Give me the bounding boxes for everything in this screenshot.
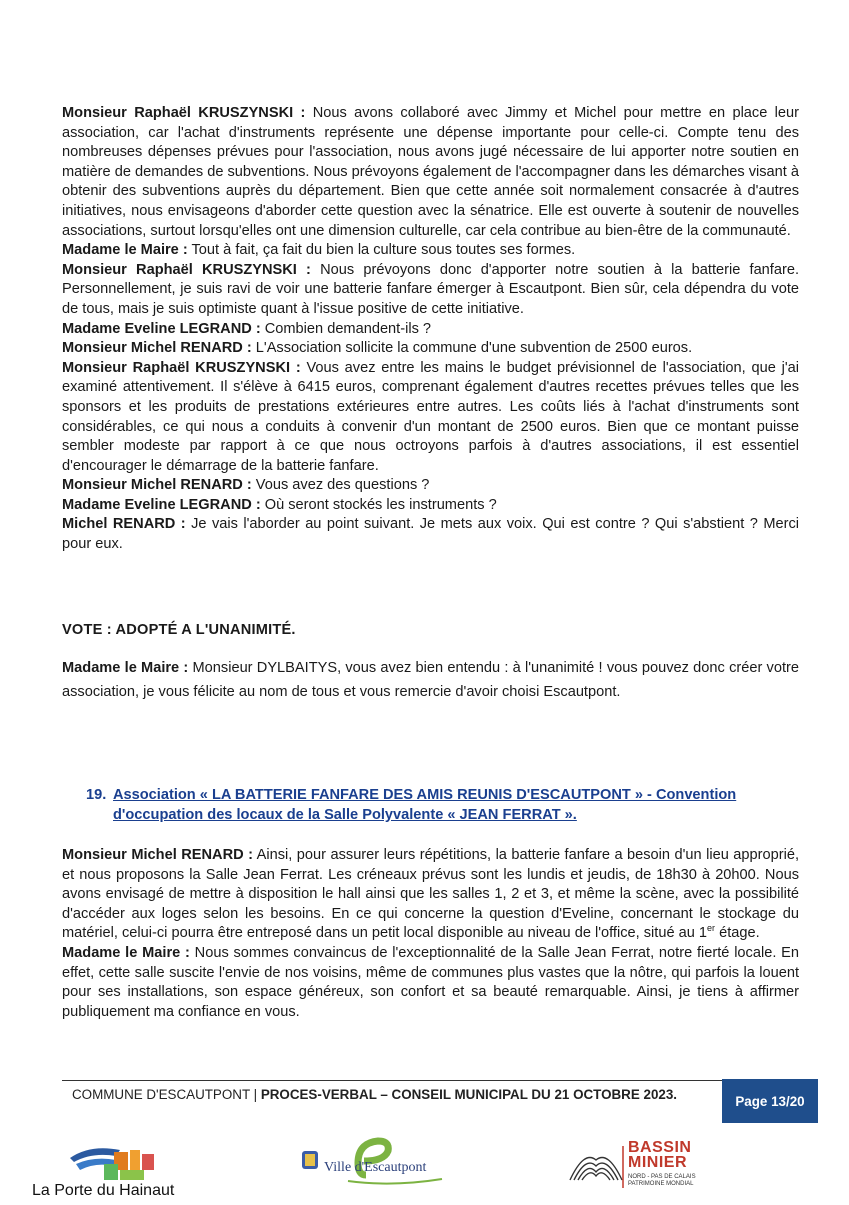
speaker-name: Monsieur Raphaël KRUSZYNSKI : [62,105,306,121]
speech-text: Tout à fait, ça fait du bien la culture sous toutes ses formes. [187,242,576,259]
paragraph [62,515,799,554]
section-number: 19. [86,787,107,803]
page-number-badge: Page 13/20 [722,1079,818,1123]
section-title-line1: Association « LA BATTERIE FANFARE DES AMIS REUNIS D'ESCAUTPONT » - Convention [113,787,737,803]
speaker-name: Madame Eveline LEGRAND : [62,320,261,337]
hainaut-logo-text: La Porte du Hainaut [32,1182,175,1199]
bassin-logo-title [628,1140,691,1170]
footer-divider [62,1080,722,1081]
speech-text: Vous avez des questions ? [251,477,430,494]
paragraph [62,320,799,340]
bassin-minier-emblem-icon [568,1140,624,1190]
footer-commune: COMMUNE D'ESCAUTPONT | [72,1087,261,1102]
paragraph [62,339,799,359]
speaker-name: Monsieur Michel RENARD : [62,340,252,357]
ville-escautpont-logo [292,1135,452,1200]
footer-title [72,1087,677,1102]
speech-text: Vous avez entre les mains le budget prévisionnel de l'association, que j'ai examiné attentivement. Il s'élève à 6415 euros, comprenant également d'autres recettes prévues telles que les sponsors et les produits de prestations extérieures entre autres. Les coûts liés à l'achat d'instruments sont considérables, ce qui nous a conduits à convenir d'un montant de 2500 euros. Bien que ce montant puisse sembler modeste par rapport à ce que nous octroyons parfois à d'autres associations, il est essentiel d'encourager le démarrage de la batterie fanfare. [62,359,799,474]
speech-text-tail: étage. [715,925,760,942]
closing-paragraph [62,656,799,704]
ordinal-superscript: er [707,923,716,934]
paragraph [62,944,799,1022]
speech-text: Monsieur DYLBAITYS, vous avez bien entendu : à l'unanimité ! vous pouvez donc créer votre association, je vous félicite au nom de tous et vous remercie d'avoir choisi Escautpont. [62,660,799,700]
bassin-logo-subtitle [628,1174,696,1188]
speech-text: Combien demandent-ils ? [260,320,432,337]
speech-text: Ainsi, pour assurer leurs répétitions, la batterie fanfare a besoin d'un lieu approprié, et nous proposons la Salle Jean Ferrat. Les créneaux prévus sont les lundis et jeudis, de 18h30 à 20h00. Nous avons envisagé de mettre à disposition le hall ainsi que les salles 1, 2 et 3, et même la scène, avec la possibilité d'accéder aux loges selon les besoins. En ce qui concerne la question d'Eveline, concernant le stockage du matériel, celui-ci pourra être entreposé dans un petit local disponible au niveau de l'office, situé au 1 [62,847,800,942]
section-body [62,846,799,1022]
paragraph [62,261,799,320]
paragraph [62,359,799,477]
footer-document-title: PROCES-VERBAL – CONSEIL MUNICIPAL DU 21 OCTOBRE 2023. [260,1087,678,1102]
speaker-name: Madame le Maire : [62,660,189,676]
paragraph [62,496,799,516]
section-title-line2: d'occupation des locaux de la Salle Polyvalente « JEAN FERRAT ». [113,807,577,823]
speaker-name: Madame le Maire : [62,242,188,259]
speaker-name: Michel RENARD : [62,516,186,533]
paragraph [62,846,799,944]
bassin-logo-line1: BASSIN [628,1139,692,1156]
speech-text: Je vais l'aborder au point suivant. Je mets aux voix. Qui est contre ? Qui s'abstient ? Merci pour eux. [62,516,799,553]
speaker-name: Monsieur Michel RENARD : [62,847,253,863]
bassin-logo-sub2: PATRIMOINE MONDIAL [628,1181,694,1187]
speaker-name: Madame le Maire : [62,944,190,961]
speaker-name: Monsieur Raphaël KRUSZYNSKI : [62,359,301,376]
section-heading [86,785,798,825]
speaker-name: Monsieur Michel RENARD : [62,477,252,494]
escautpont-logo-text: Ville d'Escautpont [324,1160,427,1175]
speech-text: Nous sommes convaincus de l'exceptionnalité de la Salle Jean Ferrat, notre fierté locale. En effet, cette salle suscite l'envie de nos voisins, même de communes plus vastes que la nôtre, qui parfois la louent pour ses installations, son espace généreux, son confort et sa beauté remarquable. Ainsi, je tiens à affirmer publiquement ma confiance en vous. [62,944,800,1020]
vote-result: VOTE : ADOPTÉ A L'UNANIMITÉ. [62,622,296,638]
paragraph [62,241,799,261]
bassin-logo-line2: MINIER [628,1154,687,1171]
speech-text: Nous avons collaboré avec Jimmy et Michel pour mettre en place leur association, car l'achat d'instruments représente une dépense importante pour celle-ci. Compte tenu des nombreuses dépenses prévues pour l'association, nous avons jugé nécessaire de lui apporter notre soutien en matière de demandes de subventions. Nous prévoyons également de l'accompagner dans les démarches visant à obtenir des subventions auprès du département. Bien que cette année soit normalement consacrée à d'autres initiatives, nous envisageons d'aborder cette question avec la sénatrice. Elle est ouverte à soutenir de nouvelles associations, surtout lorsqu'elles ont une dimension culturelle, car cela contribue au bien-être de la communauté. [62,105,800,239]
paragraph [62,476,799,496]
speech-text: L'Association sollicite la commune d'une subvention de 2500 euros. [251,340,693,357]
bassin-minier-logo [568,1140,708,1200]
speaker-name: Monsieur Raphaël KRUSZYNSKI : [62,261,311,278]
porte-du-hainaut-logo [30,1140,210,1200]
minutes-body [62,104,799,555]
speaker-name: Madame Eveline LEGRAND : [62,496,261,513]
speech-text: Nous prévoyons donc d'apporter notre soutien à la batterie fanfare. Personnellement, je suis ravi de voir une batterie fanfare émerger à Escautpont. Bien sûr, cela dépendra du vote de tous, mais je suis optimiste quant à l'issue positive de cette initiative. [62,261,799,317]
bassin-logo-sub1: NORD - PAS DE CALAIS [628,1174,696,1180]
hainaut-emblem-icon [30,1140,210,1184]
paragraph [62,104,799,241]
speech-text: Où seront stockés les instruments ? [260,496,497,513]
